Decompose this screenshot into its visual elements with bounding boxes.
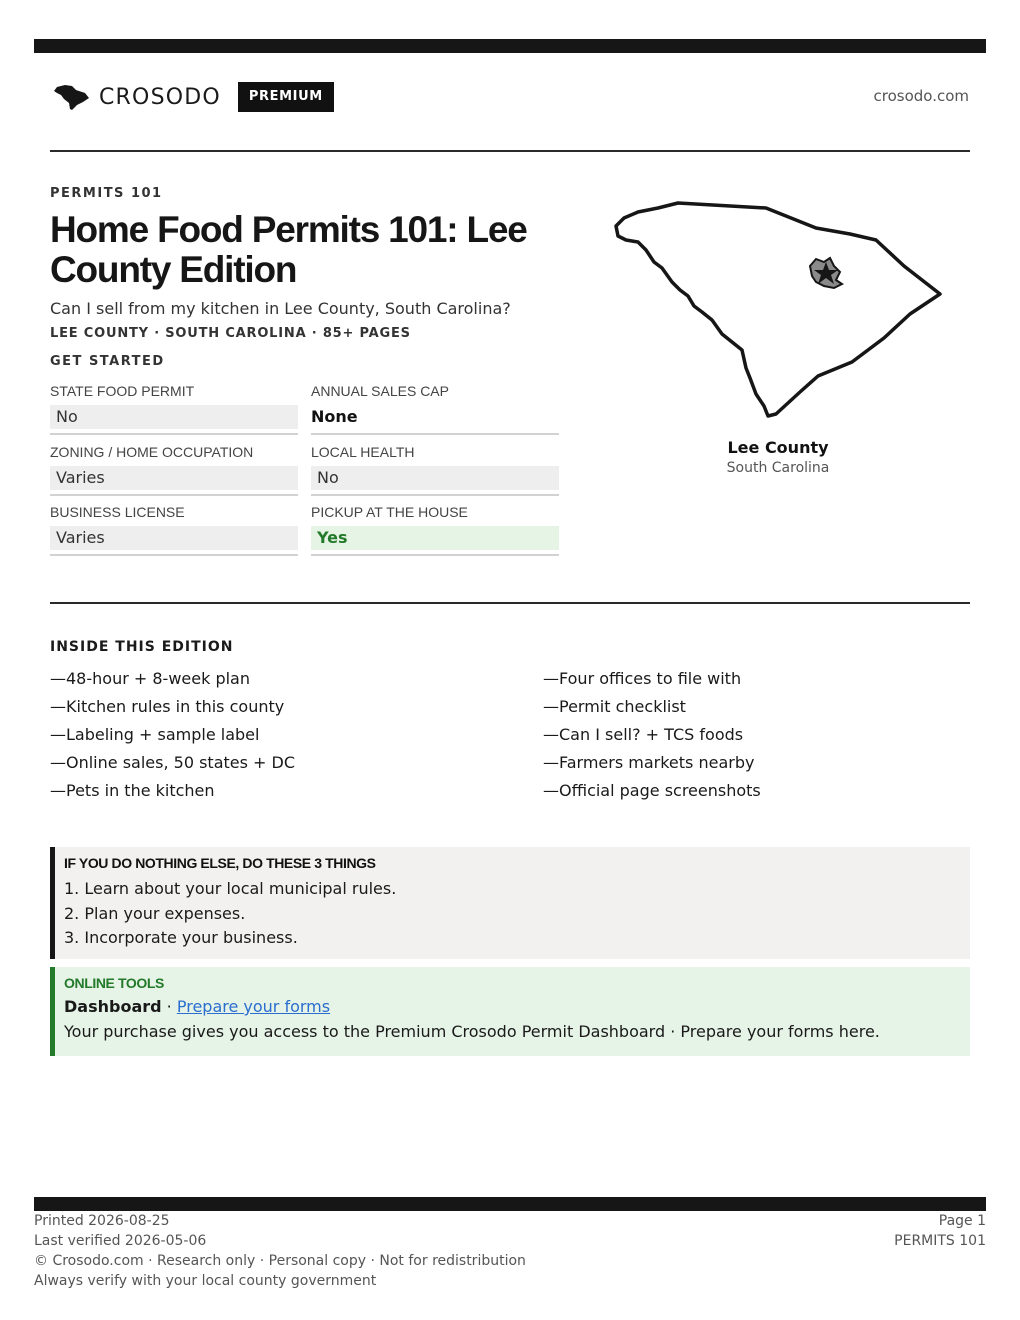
list-item: —48-hour + 8-week plan — [50, 669, 250, 688]
fact-divider — [50, 433, 298, 435]
fact-divider — [311, 494, 559, 496]
list-item: —Can I sell? + TCS foods — [543, 725, 744, 744]
fact-label: BUSINESS LICENSE — [50, 504, 185, 520]
copyright: © Crosodo.com · Research only · Personal copy · Not for redistribution — [34, 1253, 526, 1269]
section-eyebrow: PERMITS 101 — [50, 186, 163, 201]
fact-state-food-permit — [50, 383, 298, 435]
page-number: Page 1 — [938, 1213, 986, 1229]
callout-heading: IF YOU DO NOTHING ELSE, DO THESE 3 THINGS — [64, 855, 376, 871]
fact-local-health — [311, 444, 559, 496]
page-subtitle: Can I sell from my kitchen in Lee County, South Carolina? — [50, 299, 511, 318]
page-title: Home Food Permits 101: Lee County Edition — [50, 209, 527, 290]
header-divider — [50, 150, 970, 152]
state-outline — [616, 203, 940, 416]
footer-right — [894, 1211, 986, 1251]
list-item: —Official page screenshots — [543, 781, 761, 800]
list-item: —Kitchen rules in this county — [50, 697, 285, 716]
south-carolina-state-icon — [52, 83, 90, 111]
brand-name: CROSODO — [99, 84, 221, 110]
fact-value: None — [311, 407, 358, 426]
fact-annual-sales-cap — [311, 383, 559, 435]
fact-label: PICKUP AT THE HOUSE — [311, 504, 468, 520]
contents-list-right — [543, 665, 761, 805]
list-item: 1. Learn about your local municipal rules. — [64, 879, 397, 898]
callout-heading: ONLINE TOOLS — [64, 975, 164, 991]
site-url[interactable]: crosodo.com — [873, 87, 969, 105]
fact-pickup — [311, 504, 559, 556]
list-item: —Labeling + sample label — [50, 725, 260, 744]
printed-date: Printed 2026-08-25 — [34, 1213, 170, 1229]
dashboard-line — [64, 997, 970, 1016]
fact-value: No — [311, 466, 559, 490]
prepare-forms-link[interactable]: Prepare your forms — [176, 997, 331, 1016]
map-county-name: Lee County — [727, 438, 829, 457]
dashboard-label: Dashboard — [64, 997, 162, 1016]
list-item: —Online sales, 50 states + DC — [50, 753, 296, 772]
verified-date: Last verified 2026-05-06 — [34, 1233, 207, 1249]
tools-description: Your purchase gives you access to the Premium Crosodo Permit Dashboard · Prepare your forms here. — [64, 1022, 880, 1041]
disclaimer: Always verify with your local county government — [34, 1273, 377, 1289]
premium-badge: PREMIUM — [238, 82, 334, 112]
fact-label: LOCAL HEALTH — [311, 444, 415, 460]
fact-zoning — [50, 444, 298, 496]
fact-value: Varies — [50, 466, 298, 490]
contents-list-left — [50, 665, 295, 805]
list-item: —Permit checklist — [543, 697, 686, 716]
bottom-bar — [34, 1197, 986, 1211]
footer-left — [34, 1211, 526, 1291]
list-item: —Pets in the kitchen — [50, 781, 215, 800]
fact-divider — [311, 554, 559, 556]
fact-divider — [50, 554, 298, 556]
fact-value: Varies — [50, 526, 298, 550]
online-tools-callout — [50, 967, 970, 1056]
fact-label: ZONING / HOME OCCUPATION — [50, 444, 254, 460]
fact-value: No — [50, 405, 298, 429]
footer-section: PERMITS 101 — [894, 1233, 986, 1249]
state-map — [610, 196, 946, 426]
list-item: 3. Incorporate your business. — [64, 928, 298, 947]
brand[interactable] — [52, 82, 334, 112]
map-state-name: South Carolina — [726, 460, 830, 476]
fact-divider — [311, 433, 559, 435]
list-item: —Farmers markets nearby — [543, 753, 755, 772]
section-divider — [50, 602, 970, 604]
three-things-list — [64, 877, 970, 951]
fact-value: Yes — [311, 526, 559, 550]
list-item: 2. Plan your expenses. — [64, 903, 246, 923]
fact-label: STATE FOOD PERMIT — [50, 383, 195, 399]
three-things-callout — [50, 847, 970, 959]
top-bar — [34, 39, 986, 53]
fact-business-license — [50, 504, 298, 556]
fact-divider — [50, 494, 298, 496]
separator: · — [161, 997, 177, 1016]
inside-edition-heading: INSIDE THIS EDITION — [50, 639, 234, 655]
list-item: —Four offices to file with — [543, 669, 742, 688]
fact-label: ANNUAL SALES CAP — [311, 383, 449, 399]
edition-meta: LEE COUNTY · SOUTH CAROLINA · 85+ PAGES — [50, 326, 411, 341]
get-started-heading: GET STARTED — [50, 354, 165, 369]
